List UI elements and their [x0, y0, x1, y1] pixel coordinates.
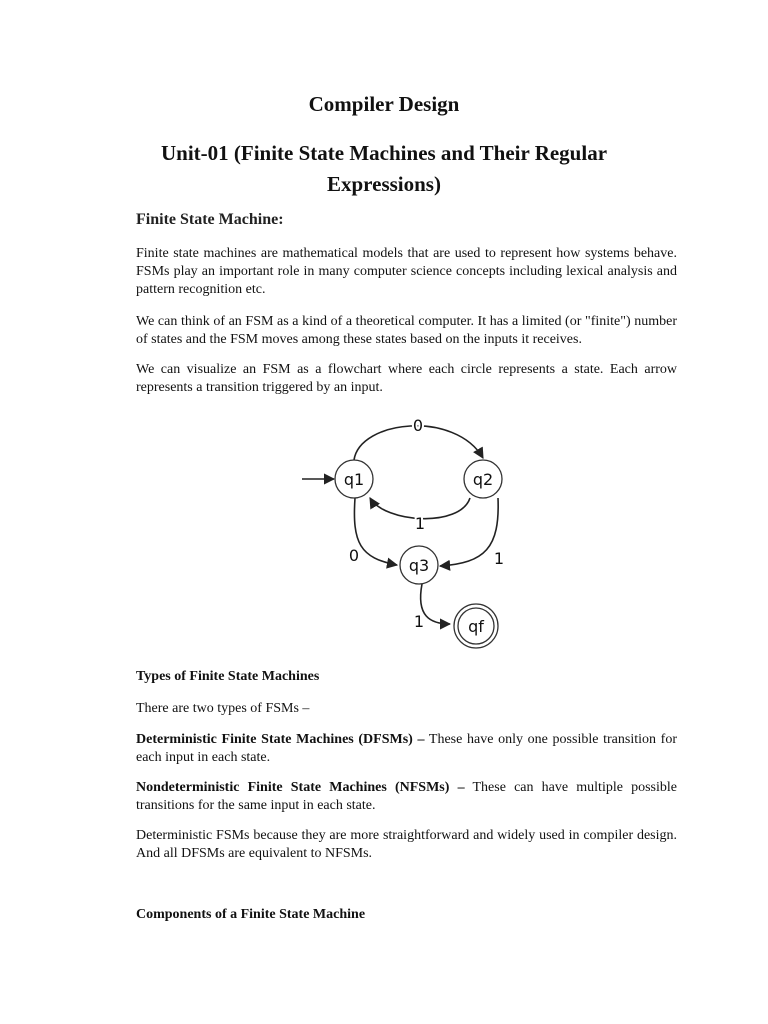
state-q3-label: q3	[408, 556, 430, 575]
state-qf	[454, 604, 498, 648]
dfsm-definition	[136, 731, 677, 767]
dfsm-description: These have only one possible transition for each input in each state.	[136, 732, 677, 765]
label-q2-q1: 1	[414, 514, 426, 533]
state-q3	[400, 546, 438, 584]
transition-q3-qf	[421, 584, 450, 624]
state-q1	[335, 460, 373, 498]
paragraph-visualize: We can visualize an FSM as a flowchart where each circle represents a state. Each arrow represents a transition triggered by an input.	[136, 362, 677, 395]
section-heading: Finite State Machine:	[136, 211, 284, 228]
state-q2	[464, 460, 502, 498]
state-q1-label: q1	[343, 470, 365, 489]
dfsm-term: Deterministic Finite State Machines (DFSMs) –	[136, 732, 425, 747]
state-qf-label: qf	[468, 617, 484, 636]
paragraph-theoretical-computer: We can think of an FSM as a kind of a theoretical computer. It has a limited (or "finite") number of states and the FSM moves among these states based on the inputs it receives.	[136, 314, 677, 347]
label-q3-qf: 1	[413, 612, 425, 631]
types-heading: Types of Finite State Machines	[136, 669, 320, 684]
fsm-diagram	[290, 408, 520, 658]
paragraph-definition: Finite state machines are mathematical models that are used to represent how systems behave. FSMs play an important role in many computer science concepts including lexical analysis and pattern recognition etc.	[136, 246, 677, 297]
transition-q1-q3	[354, 498, 397, 565]
state-q2-label: q2	[472, 470, 494, 489]
label-q1-q3: 0	[348, 546, 360, 565]
document-title: Compiler Design	[308, 92, 460, 116]
label-q1-q2: 0	[412, 416, 424, 435]
types-intro: There are two types of FSMs –	[136, 701, 310, 716]
components-heading: Components of a Finite State Machine	[136, 907, 366, 922]
transition-q2-q3	[440, 498, 498, 566]
nfsm-definition	[136, 779, 677, 815]
closing-paragraph: Deterministic FSMs because they are more straightforward and widely used in compiler design. And all DFSMs are equivalent to NFSMs.	[136, 828, 677, 861]
unit-title: Unit-01 (Finite State Machines and Their Regular Expressions)	[160, 141, 608, 196]
label-q2-q3: 1	[493, 549, 505, 568]
nfsm-description: These can have multiple possible transitions for the same input in each state.	[136, 780, 677, 813]
nfsm-term: Nondeterministic Finite State Machines (NFSMs) –	[136, 780, 465, 795]
